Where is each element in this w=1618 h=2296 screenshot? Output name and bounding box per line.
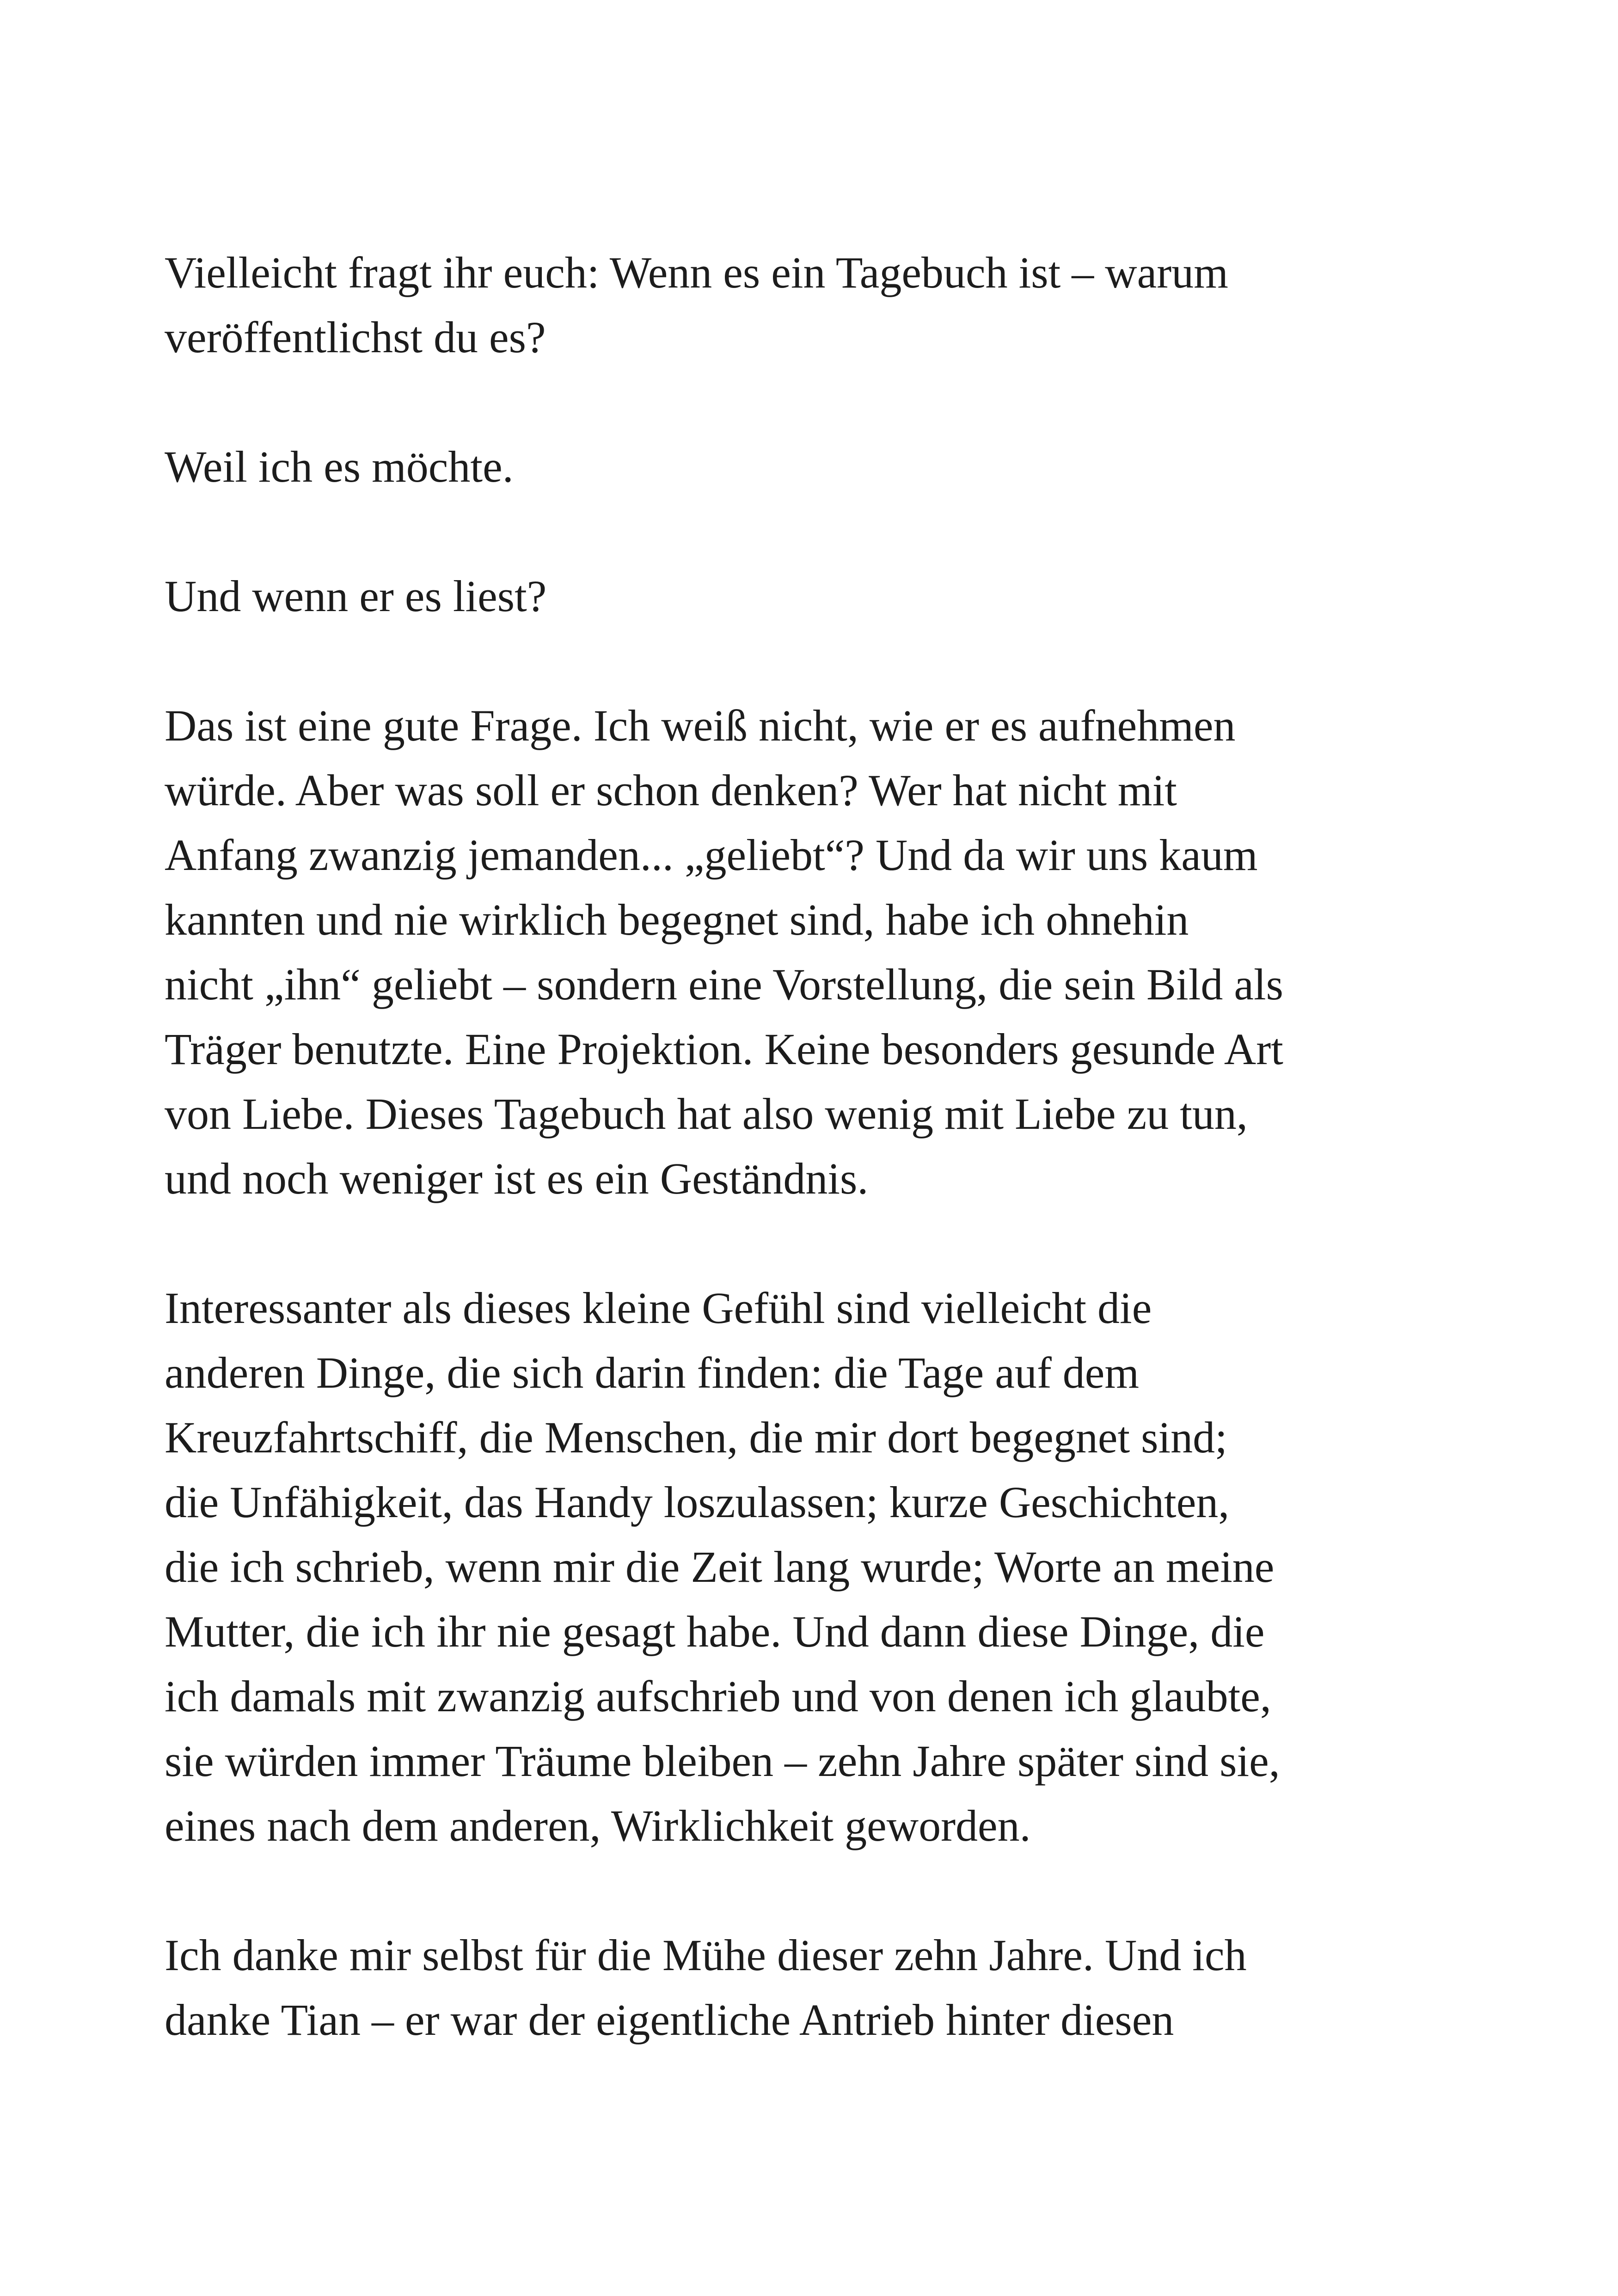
- text-line: Anfang zwanzig jemanden... „geliebt“? Und da wir uns kaum: [165, 830, 1258, 880]
- text-line: eines nach dem anderen, Wirklichkeit geworden.: [165, 1801, 1031, 1850]
- text-line: die Unfähigkeit, das Handy loszulassen; kurze Geschichten,: [165, 1477, 1230, 1527]
- text-line: Kreuzfahrtschiff, die Menschen, die mir dort begegnet sind;: [165, 1413, 1227, 1462]
- text-line: die ich schrieb, wenn mir die Zeit lang wurde; Worte an meine: [165, 1542, 1275, 1592]
- paragraph-6: [165, 1923, 1459, 2052]
- body-text: [165, 240, 1459, 2117]
- text-line: sie würden immer Träume bleiben – zehn Jahre später sind sie,: [165, 1736, 1280, 1786]
- text-line: ich damals mit zwanzig aufschrieb und von denen ich glaubte,: [165, 1671, 1271, 1721]
- text-line: Vielleicht fragt ihr euch: Wenn es ein Tagebuch ist – warum: [165, 248, 1228, 297]
- text-line: Das ist eine gute Frage. Ich weiß nicht, wie er es aufnehmen: [165, 701, 1236, 750]
- text-line: Träger benutzte. Eine Projektion. Keine besonders gesunde Art: [165, 1024, 1283, 1074]
- text-line: anderen Dinge, die sich darin finden: die Tage auf dem: [165, 1348, 1140, 1397]
- text-line: danke Tian – er war der eigentliche Antrieb hinter diesen: [165, 1995, 1174, 2045]
- paragraph-1: [165, 240, 1459, 370]
- text-line: würde. Aber was soll er schon denken? Wer hat nicht mit: [165, 765, 1177, 815]
- paragraph-2: [165, 435, 1459, 499]
- text-line: Interessanter als dieses kleine Gefühl sind vielleicht die: [165, 1283, 1152, 1333]
- paragraph-3: [165, 564, 1459, 629]
- text-line: Weil ich es möchte.: [165, 442, 514, 491]
- text-line: Und wenn er es liest?: [165, 571, 547, 621]
- text-line: veröffentlichst du es?: [165, 312, 546, 362]
- paragraph-5: [165, 1276, 1459, 1858]
- text-line: von Liebe. Dieses Tagebuch hat also wenig mit Liebe zu tun,: [165, 1089, 1248, 1139]
- text-line: Ich danke mir selbst für die Mühe dieser zehn Jahre. Und ich: [165, 1930, 1247, 1980]
- text-line: Mutter, die ich ihr nie gesagt habe. Und dann diese Dinge, die: [165, 1607, 1265, 1656]
- text-line: nicht „ihn“ geliebt – sondern eine Vorstellung, die sein Bild als: [165, 960, 1284, 1009]
- paragraph-4: [165, 693, 1459, 1211]
- text-line: kannten und nie wirklich begegnet sind, habe ich ohnehin: [165, 895, 1189, 944]
- text-line: und noch weniger ist es ein Geständnis.: [165, 1154, 869, 1203]
